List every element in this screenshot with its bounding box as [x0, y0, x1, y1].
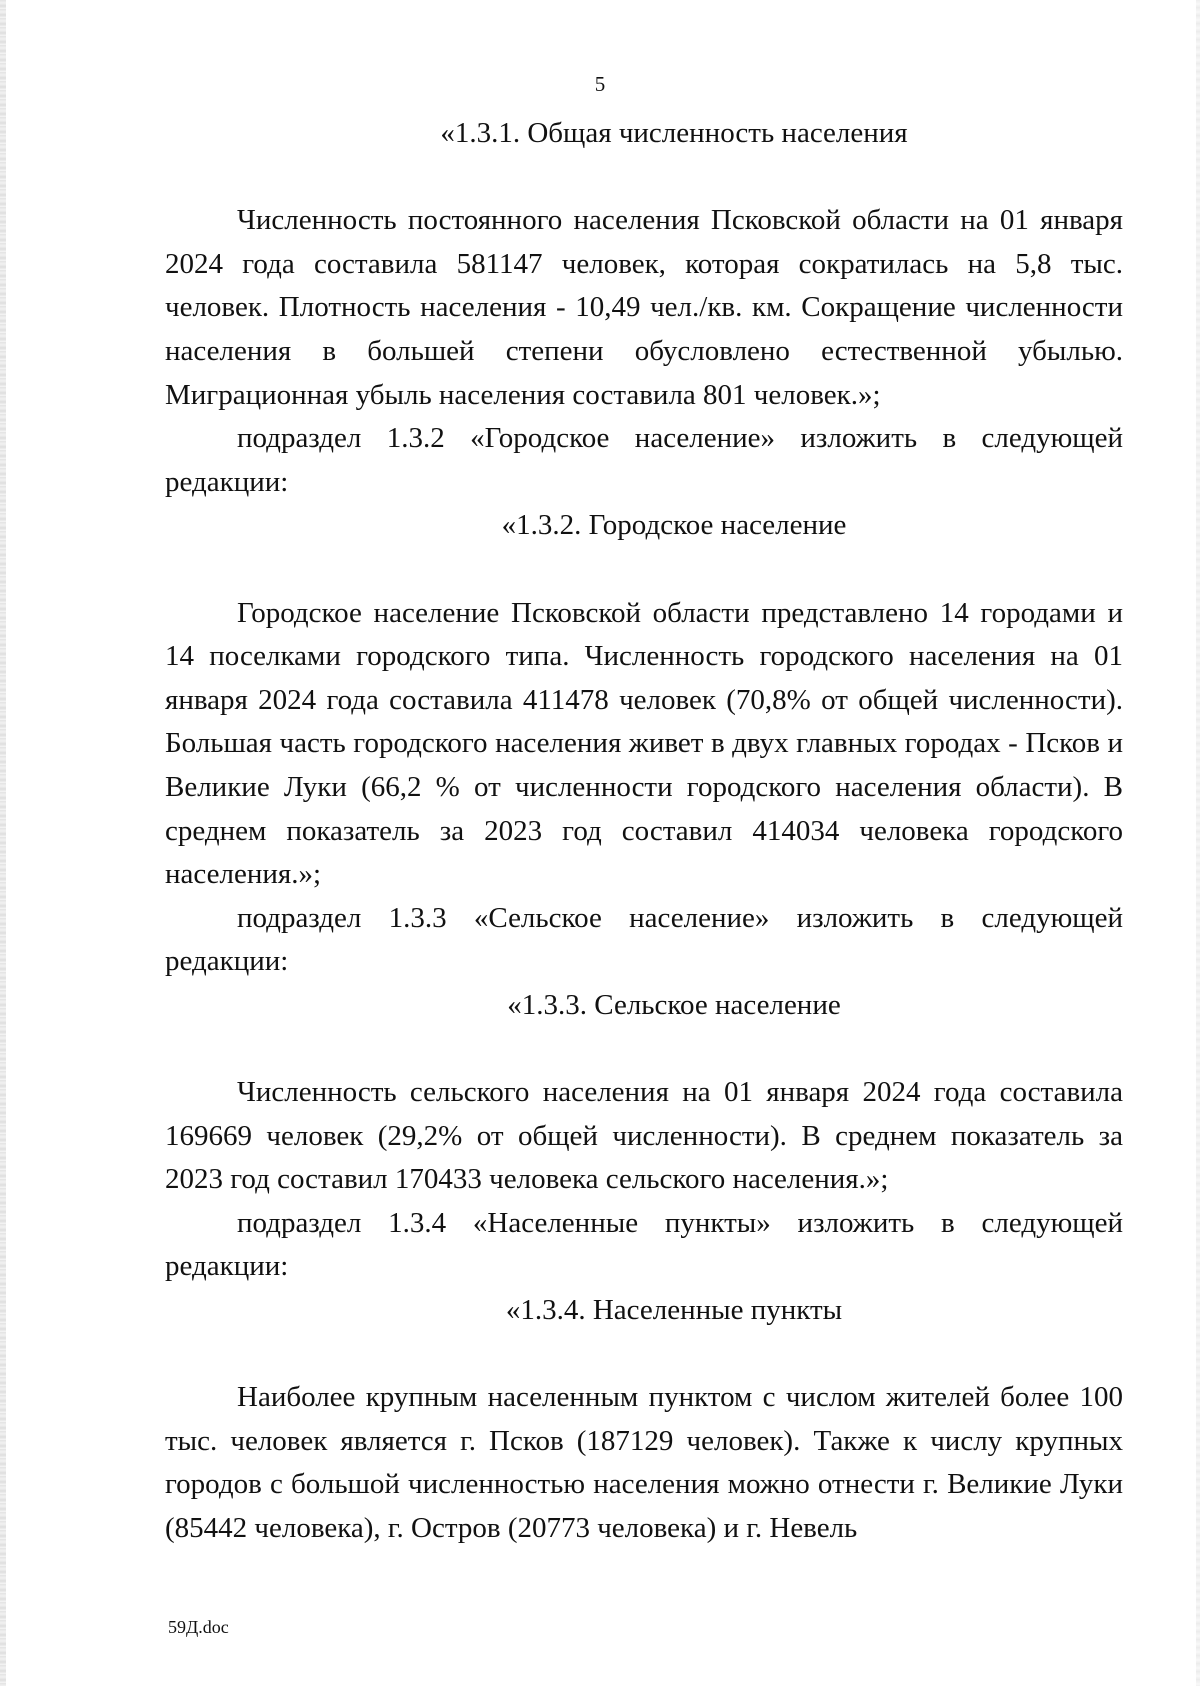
spacer [165, 1027, 1123, 1071]
footer-filename: 59Д.doc [168, 1617, 229, 1637]
spacer [165, 548, 1123, 592]
section-heading: «1.3.1. Общая численность населения [440, 117, 908, 149]
section-heading: «1.3.3. Сельское население [507, 988, 841, 1021]
paragraph: Численность сельского населения на 01 января 2024 года составила 169669 человек (29,2% от общей численности). В среднем показатель за 2023 год составил 170433 человека сельского населения.»; [165, 1076, 1123, 1196]
document-body [165, 112, 1123, 1551]
paragraph: Городское население Псковской области представлено 14 городами и 14 поселками городского типа. Численность городского населения на 01 января 2024 года составила 411478 человек (70,8% от общей численности). Большая часть городского населения живет в двух главных городах - Псков и Великие Луки (66,2 % от численности городского населения области). В среднем показатель за 2023 год составил 414034 человека городского населения.»; [165, 596, 1123, 891]
scan-edge-left [0, 0, 6, 1686]
paragraph: Наиболее крупным населенным пунктом с числом жителей более 100 тыс. человек является г. Псков (187129 человек). Также к числу крупных городов с большой численностью населения можно отнести г. Великие Луки (85442 человека), г. Остров (20773 человека) и г. Невель [165, 1381, 1123, 1544]
paragraph: подраздел 1.3.2 «Городское население» изложить в следующей редакции: [165, 422, 1123, 498]
section-heading: «1.3.4. Населенные пункты [505, 1294, 843, 1327]
paragraph: подраздел 1.3.3 «Сельское население» изложить в следующей редакции: [165, 901, 1123, 978]
paragraph: подраздел 1.3.4 «Населенные пункты» изложить в следующей редакции: [165, 1206, 1123, 1283]
page-number: 5 [594, 72, 606, 96]
scan-edge-right [1196, 0, 1200, 1686]
spacer [165, 156, 1123, 200]
spacer [165, 1333, 1123, 1377]
section-heading: «1.3.2. Городское население [501, 509, 847, 542]
paragraph: Численность постоянного населения Псковской области на 01 января 2024 года составила 581147 человек, которая сократилась на 5,8 тыс. человек. Плотность населения - 10,49 чел./кв. км. Сокращение численности населения в большей степени обусловлено естественной убылью. Миграционная убыль населения составила 801 человек.»; [165, 204, 1123, 411]
